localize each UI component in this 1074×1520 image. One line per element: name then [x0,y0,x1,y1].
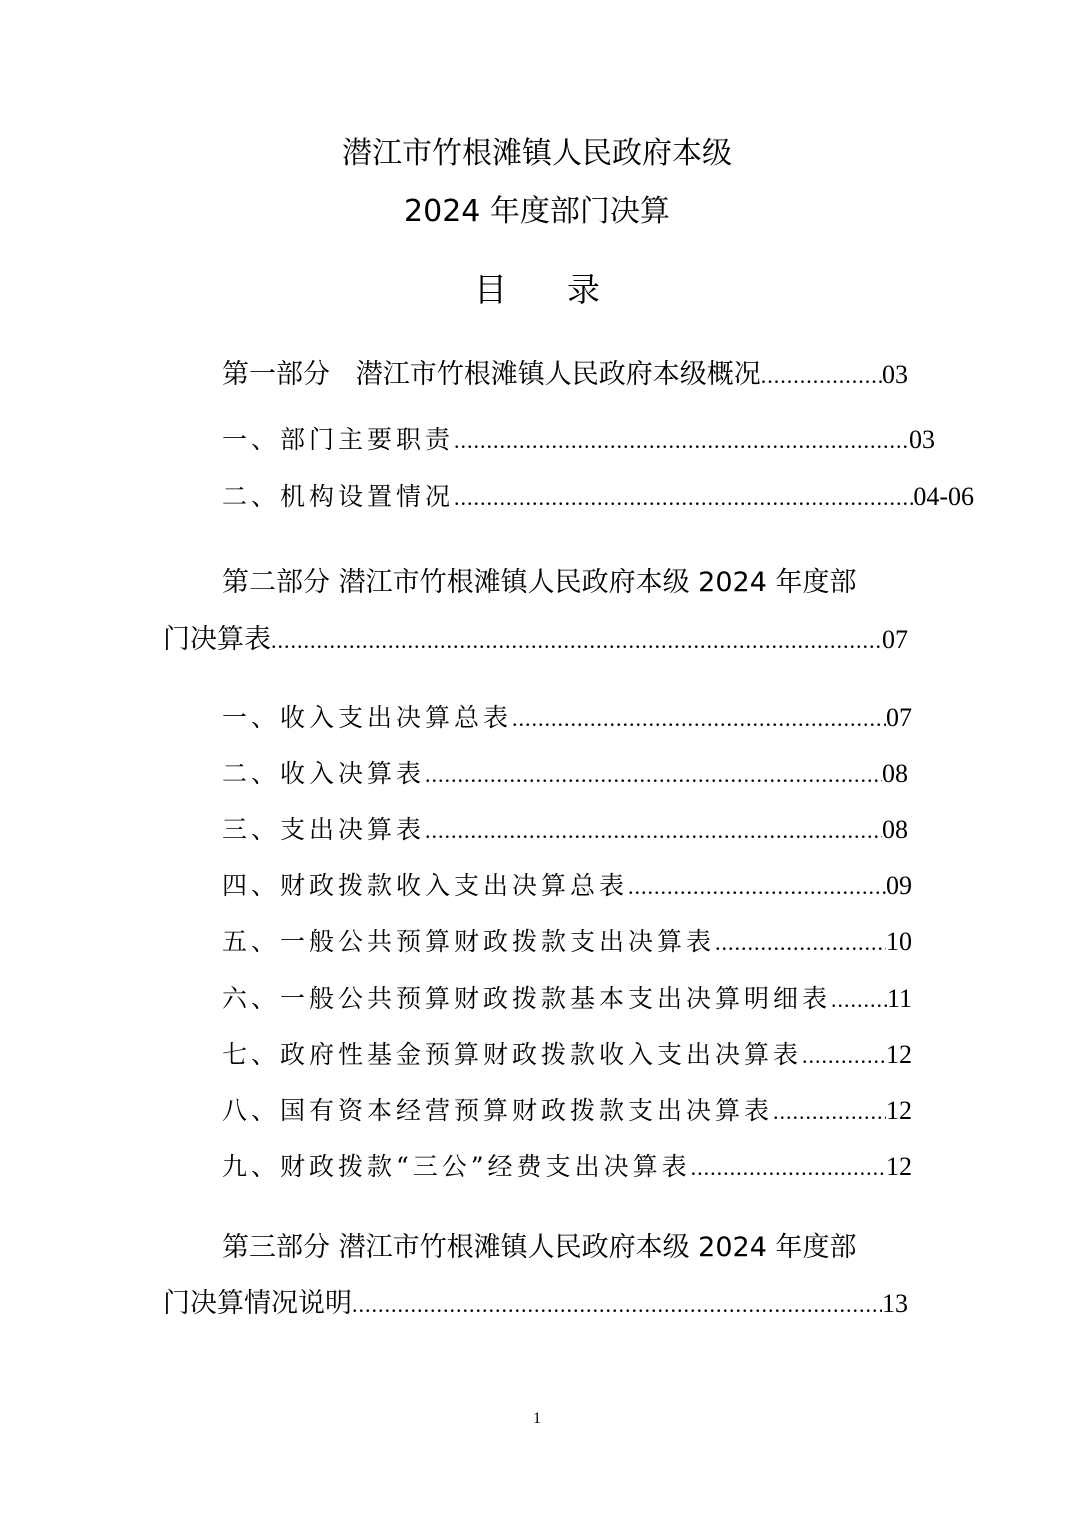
dot-leader [691,1148,886,1188]
toc-entry-part3[interactable] [163,1284,908,1325]
toc-entry-page: 13 [882,1289,908,1318]
toc-part3-heading[interactable]: 第三部分 潜江市竹根滩镇人民政府本级 2024 年度部 [222,1232,857,1263]
toc-entry-part1-item2[interactable] [222,477,974,518]
toc-entry-label: 四、财政拨款收入支出决算总表 [222,871,629,900]
toc-entry-page: 07 [882,625,908,654]
toc-entry-part1[interactable] [222,355,908,396]
toc-entry-page: 12 [886,1152,912,1181]
toc-entry-part2-item6[interactable] [222,979,912,1020]
dot-leader [512,699,886,739]
dot-leader [454,421,909,461]
toc-entry-label: 门决算情况说明 [163,1288,352,1319]
toc-entry-label: 六、一般公共预算财政拨款基本支出决算明细表 [222,984,832,1013]
toc-entry-page: 03 [909,425,935,454]
toc-entry-part2-item9[interactable] [222,1147,912,1188]
toc-entry-part2-item7[interactable] [222,1035,912,1076]
dot-leader [802,1036,886,1076]
dot-leader [773,1092,886,1132]
toc-entry-page: 12 [886,1096,912,1125]
toc-entry-label: 一、部门主要职责 [222,425,455,454]
dot-leader [628,867,886,907]
dot-leader [454,478,913,518]
toc-entry-label: 门决算表 [163,624,271,655]
toc-entry-page: 11 [886,984,912,1013]
toc-entry-page: 10 [886,927,912,956]
dot-leader [352,1285,882,1325]
document-title-line2: 2024 年度部门决算 [404,194,670,229]
toc-entry-page: 04-06 [913,482,974,511]
toc-entry-label: 三、支出决算表 [222,815,426,844]
document-title-line1: 潜江市竹根滩镇人民政府本级 [342,136,732,171]
toc-entry-part2-item5[interactable] [222,922,912,963]
page-number: 1 [533,1410,541,1427]
toc-entry-label: 七、政府性基金预算财政拨款收入支出决算表 [222,1040,803,1069]
toc-entry-part2-item2[interactable] [222,754,908,795]
toc-entry-label: 第一部分 潜江市竹根滩镇人民政府本级概况 [222,359,761,390]
dot-leader [761,356,882,396]
toc-entry-label: 一、收入支出决算总表 [222,703,513,732]
toc-entry-page: 07 [886,703,912,732]
toc-entry-page: 08 [882,815,908,844]
toc-entry-page: 08 [882,759,908,788]
toc-part2-heading[interactable]: 第二部分 潜江市竹根滩镇人民政府本级 2024 年度部 [222,567,857,598]
dot-leader [425,755,882,795]
toc-entry-part1-item1[interactable] [222,420,935,461]
toc-entry-label: 五、一般公共预算财政拨款支出决算表 [222,927,716,956]
toc-entry-label: 九、财政拨款“三公”经费支出决算表 [222,1152,691,1181]
toc-entry-part2-item8[interactable] [222,1091,912,1132]
toc-entry-part2-item3[interactable] [222,810,908,851]
toc-heading: 目录 [474,270,660,309]
toc-entry-part2[interactable] [163,620,908,661]
dot-leader [831,980,887,1020]
toc-entry-label: 八、国有资本经营预算财政拨款支出决算表 [222,1096,774,1125]
toc-entry-part2-item4[interactable] [222,866,912,907]
toc-entry-label: 二、收入决算表 [222,759,426,788]
toc-entry-part2-item1[interactable] [222,698,912,739]
toc-entry-label: 二、机构设置情况 [222,482,455,511]
dot-leader [271,621,882,661]
toc-entry-page: 03 [882,360,908,389]
dot-leader [715,923,886,963]
dot-leader [425,811,882,851]
toc-entry-page: 12 [886,1040,912,1069]
toc-entry-page: 09 [886,871,912,900]
